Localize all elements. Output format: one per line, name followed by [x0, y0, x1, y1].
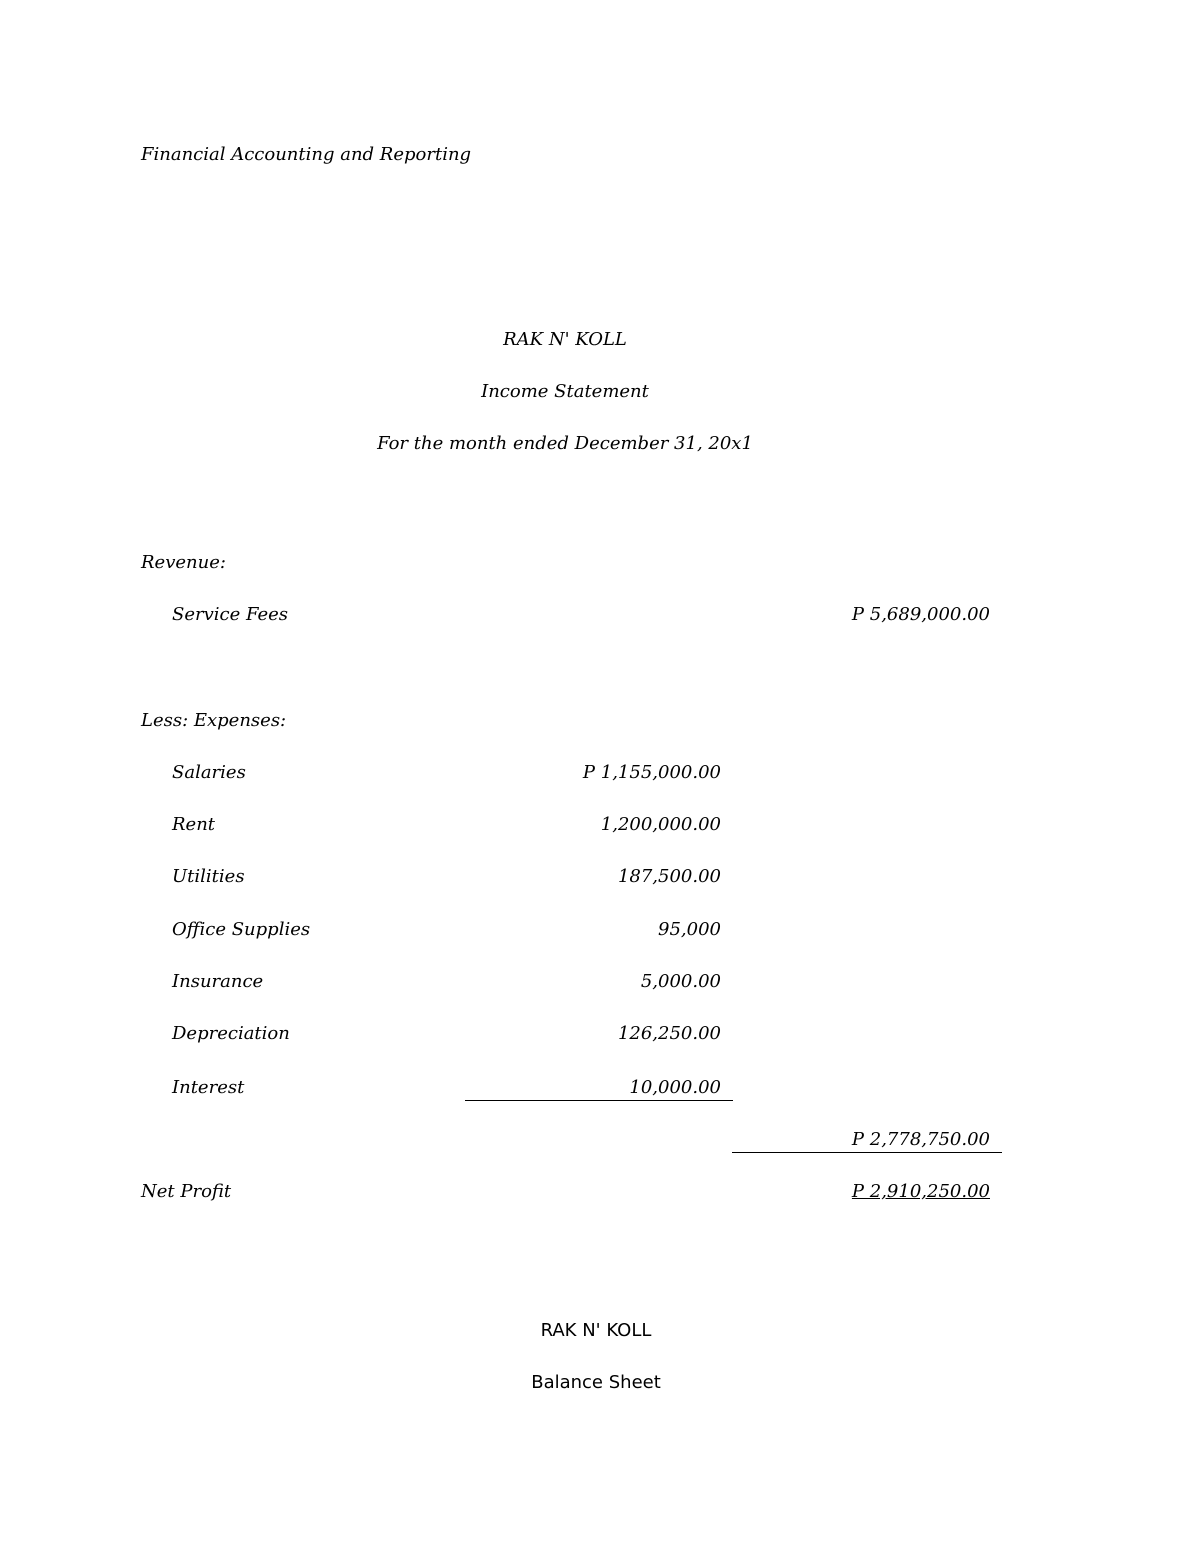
expense-item-label: Insurance [172, 971, 264, 992]
company-name: RAK N' KOLL [503, 329, 627, 350]
course-title: Financial Accounting and Reporting [141, 144, 472, 165]
expense-item-amount: 126,250.00 [617, 1023, 721, 1044]
balance-sheet-company: RAK N' KOLL [540, 1320, 652, 1341]
total-expenses-rule [732, 1152, 1002, 1153]
expenses-heading: Less: Expenses: [141, 710, 287, 731]
revenue-item-label: Service Fees [172, 604, 289, 625]
expense-item-label: Office Supplies [172, 919, 311, 940]
expense-item-amount: 95,000 [658, 919, 721, 940]
expense-item-label: Interest [172, 1077, 245, 1098]
expense-item-label: Utilities [172, 866, 245, 887]
expenses-subtotal-rule [465, 1100, 733, 1101]
expense-item-amount: 10,000.00 [629, 1077, 721, 1098]
expense-item-amount: P 1,155,000.00 [582, 762, 721, 783]
expense-item-amount: 5,000.00 [640, 971, 721, 992]
expense-item-label: Salaries [172, 762, 246, 783]
statement-period: For the month ended December 31, 20x1 [377, 433, 753, 454]
expense-item-amount: 1,200,000.00 [600, 814, 721, 835]
expense-item-label: Depreciation [172, 1023, 290, 1044]
net-profit-label: Net Profit [141, 1181, 232, 1202]
revenue-item-amount: P 5,689,000.00 [851, 604, 990, 625]
statement-title: Income Statement [481, 381, 649, 402]
revenue-heading: Revenue: [141, 552, 226, 573]
net-profit-amount: P 2,910,250.00 [851, 1181, 990, 1202]
expense-item-label: Rent [172, 814, 216, 835]
balance-sheet-title: Balance Sheet [531, 1372, 661, 1393]
expense-item-amount: 187,500.00 [617, 866, 721, 887]
total-expenses-amount: P 2,778,750.00 [851, 1129, 990, 1150]
